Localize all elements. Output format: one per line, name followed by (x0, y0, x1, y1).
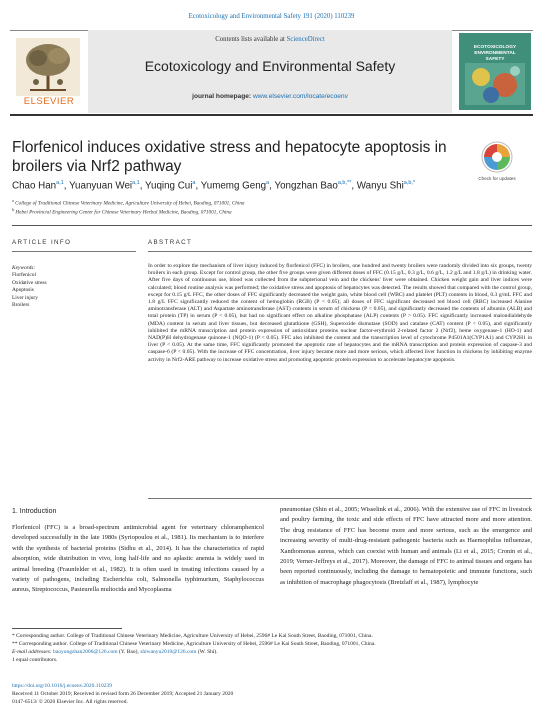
author-affiliation-marker[interactable]: a,b,** (337, 180, 352, 186)
sciencedirect-link[interactable]: ScienceDirect (286, 36, 325, 43)
affiliation (12, 198, 512, 207)
elsevier-tree-logo (16, 38, 80, 96)
author-affiliation-marker[interactable]: a (266, 180, 270, 186)
author-affiliation-marker[interactable]: a,1 (132, 180, 140, 186)
email-owner: (Y. Bao), (117, 649, 141, 655)
abstract-heading: ABSTRACT (148, 239, 193, 246)
footnote-divider (12, 628, 122, 629)
introduction-right-column: pneumoniae (Shin et al., 2005; Wisselink et al., 2006). With the extensive use of FFC in livestock and poultry farming, the toxic and side effects of FFC have attracted more and more attention. The drug resistance of FFC has become more and more serious, such as the emergence and increasing severity of multi-drug-resistant pathogenic bacteria such as Haemophilus influenzae, Xanthomonas aureus, which can coexist with human and animals (Li et al., 2015; Cronin et al., 2019; Verner-Jeffreys et al., 2017). Moreover, the damage of FFC to animal tissues and organs has been reported continuously, including the damage to hematopoietic and immune functions, such as inhibition of macrophage phagocytosis (Bretzlaff et al., 1987), lymphocyte (280, 506, 532, 586)
journal-cover-title: ECOTOXICOLOGY ENVIRONMENTAL SAFETY (473, 45, 517, 62)
contents-availability (88, 36, 452, 43)
crossmark-icon[interactable] (480, 140, 514, 178)
journal-citation[interactable]: Ecotoxicology and Environmental Safety 191 (2020) 110239 (188, 13, 355, 20)
divider (148, 498, 532, 499)
email-addresses (12, 648, 532, 656)
article-history (12, 682, 532, 706)
keywords-block (12, 265, 132, 309)
keyword: Broilers (12, 302, 30, 309)
author-affiliation-marker[interactable]: a,b,* (403, 180, 416, 186)
keyword: Oxidative stress (12, 279, 47, 286)
journal-homepage (88, 93, 452, 100)
affiliation-marker: b (12, 207, 15, 212)
divider (12, 251, 136, 252)
cover-illustration (465, 63, 525, 105)
author-affiliation-marker[interactable]: a,1 (56, 180, 64, 186)
affiliation (12, 207, 512, 216)
publisher-name: ELSEVIER (23, 96, 75, 107)
author-name[interactable]: Yongzhan Bao (274, 180, 338, 192)
author-list: Chao Han$^{a,1}$, Yuanyuan Wei$^{a,1}$, Yuqing Cui$^a$, Yumemg Geng$^a$, Yongzhan Bao$^{a,b,**}$, Wanyu Shi$^{a,b,*}$ (12, 180, 416, 192)
keyword: Apoptosis (12, 287, 34, 294)
affiliation-text: Hebei Provincial Engineering Center for Chinese Veterinary Herbal Medicine, Baoding, 071001, China (15, 209, 232, 216)
author-name[interactable]: Yuqing Cui (145, 180, 193, 192)
keyword: Florfenicol (12, 272, 36, 279)
abstract-body: In order to explore the mechanism of liver injury induced by florfenicol (FFC) in broilers, one hundred and twenty broilers were randomly divided into six groups, twenty broilers in each group. Except for control group, the other five groups were given different doses of FFC (0.15 g/L, 0.3 g/L, 0.6 g/L, 1.2 g/L and 1.8 g/L) in drinking water. After five days of continuous use, blood was collected from the subpterional vein and the chickens' liver were obtained. Chicken weight gain and liver indices were calculated; blood routine analysis was performed; the oxidative stress and apoptosis of hepatocytes was detected. The results showed that compared with the control group, except for 0.15 g/L FFC, the other doses of FFC significantly decreased the weight gain, white blood cell (WBC) and platelet (PLT) contents in blood, 0.3 g/mL FFC and 1.8 g/L FFC significantly reduced the content of hemoglobin (RGB) (P < 0.05); all doses of FFC significant decreased red blood cell (RBC) increased Alanine aminotransferase (ALT) and Aspartate aminotransferase (AST) contents in serum of chickens (P < 0.05), and significantly decreased the contents of albumin (ALB) and total protein (TP) in serum (P < 0.05), but had no significant effect on alkaline phosphatase (ALP) contents (P > 0.05). FFC significantly increased malondialdehyde (MDA) content in serum and liver tissues, but decreased glutathione (GSH), Superoxide dismutase (SOD) and catalase (CAT) content (P < 0.05), and significantly inhibited the mRNA transcription and protein expression of antioxidant proteins nuclear factor-erythroid 2-related factor 2 (Nrf2), heme oxygenase-1 (HO-1) and NAD(P)H dehydrogenase quinone-1 (NQO-1) (P < 0.05). FFC also inhibited the content and the transcription level of cytochrome P4501A1(CYP1A1) and CYP2H1 in liver (P < 0.05). At the same time, FFC significantly promoted the apoptotic rate of hepatocytes and the mRNA transcription and protein expression of caspase-3 and caspase-6 (P < 0.05). With the increase of FFC concentration, liver injury became more and more serious, which affected liver function in chickens by inhibiting enzyme activity in Nrf2-ARE pathway to increase oxidative stress and promoting apoptotic protein expression to accelerate hepatocyte apoptosis. (148, 263, 532, 363)
introduction-left-column: Florfenicol (FFC) is a broad-spectrum antimicrobial agent for veterinary chloramphenicol developed successfully in the late 1980s (Syriopoulou et al., 1981). Its mechanism is to interfere with the synthesis of bacterial proteins (Sidhu et al., 2014). It has the characteristics of rapid absorption, wide distribution in vivo, long half-life and no aplastic anemia is widely used in animal breeding (Fraunfelder et al., 1982). It is often used in treating infections caused by a variety of pathogens, including Escherichia coli, Salmonella typhimurium, Staphylococcus aureus, Streptococcus, Pasteurella multocida and Mycoplasma (12, 524, 264, 594)
doi-link[interactable]: https://doi.org/10.1016/j.ecoenv.2020.110239 (12, 683, 113, 689)
homepage-url[interactable]: www.elsevier.com/locate/ecoenv (252, 93, 348, 100)
contents-prefix: Contents lists available at (215, 36, 287, 43)
copyright-notice: 0147-6513/ © 2020 Elsevier Inc. All rights reserved. (12, 699, 128, 705)
author-affiliation-marker[interactable]: a (192, 180, 196, 186)
email-owner: (W. Shi). (196, 649, 218, 655)
affiliation-text: College of Traditional Chinese Veterinary Medicine, Agriculture University of Hebei, Baoding, 071001, China (15, 200, 245, 207)
divider (148, 251, 532, 252)
affiliation-marker: a (12, 198, 14, 203)
email-link[interactable]: shiwanyu2010@126.com (140, 649, 197, 655)
author-name[interactable]: Yumemg Geng (200, 180, 267, 192)
equal-contribution-note: 1 equal contributors. (12, 657, 58, 663)
footnotes (12, 632, 532, 664)
journal-name: Ecotoxicology and Environmental Safety (144, 58, 396, 74)
corresponding-author-note: * Corresponding author. College of Traditional Chinese Veterinary Medicine, Agriculture University of Hebei, 2596# Le Kai South Street, Baoding, 071001, China. (12, 633, 373, 639)
corresponding-author-note: ** Corresponding author. College of Traditional Chinese Veterinary Medicine, Agriculture University of Hebei, 2596# Le Kai South Street, Baoding, 071001, China. (12, 641, 376, 647)
email-label: E-mail addresses: (12, 649, 54, 655)
author-name[interactable]: Chao Han (12, 180, 57, 192)
keywords-label: Keywords: (12, 265, 36, 271)
divider (12, 225, 532, 226)
author-name[interactable]: Wanyu Shi (356, 180, 404, 192)
email-link[interactable]: baoyongzhan2006@126.com (53, 649, 118, 655)
received-dates: Received 11 October 2019; Received in revised form 26 December 2019; Accepted 21 January 2020 (12, 691, 234, 697)
article-info-heading: ARTICLE INFO (12, 239, 72, 246)
keyword: Liver injury (12, 294, 38, 301)
introduction-heading: 1. Introduction (12, 508, 57, 515)
homepage-label: journal homepage: (192, 93, 253, 100)
author-name[interactable]: Yuanyuan Wei (69, 180, 133, 192)
article-title: Florfenicol induces oxidative stress and hepatocyte apoptosis in broilers via Nrf2 pathway (12, 139, 447, 175)
crossmark-label[interactable]: Check for updates (478, 176, 516, 181)
